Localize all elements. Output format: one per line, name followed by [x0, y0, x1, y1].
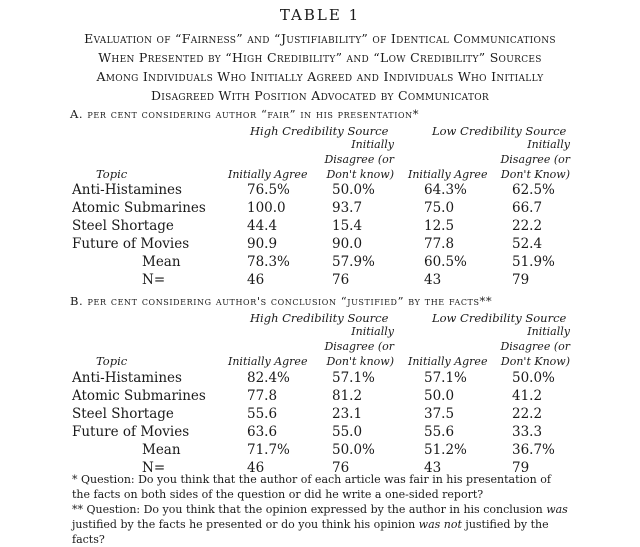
cell-high-agree: 46: [247, 272, 265, 288]
cell-low-agree: 43: [424, 272, 442, 288]
cell-high-disagree: 81.2: [332, 388, 363, 404]
agree-low-header: Initially Agree: [408, 168, 488, 181]
cell-low-disagree: 36.7%: [512, 442, 555, 458]
caption-line: Among Individuals Who Initially Agreed and Individuals Who Initially: [96, 69, 544, 84]
cell-high-disagree: 57.1%: [332, 370, 375, 386]
row-topic: Mean: [142, 442, 181, 458]
cell-low-disagree: 62.5%: [512, 182, 555, 198]
row-topic: Anti-Histamines: [72, 182, 182, 198]
row-topic: N=: [142, 460, 166, 476]
cell-low-agree: 64.3%: [424, 182, 467, 198]
table-row: [0, 406, 640, 424]
mean-row: [0, 442, 640, 460]
low-credibility-header: Low Credibility Source: [432, 124, 567, 138]
cell-high-agree: 77.8: [247, 388, 278, 404]
row-topic: Mean: [142, 254, 181, 270]
topic-header: Topic: [96, 167, 128, 181]
cell-high-agree: 63.6: [247, 424, 278, 440]
cell-low-agree: 37.5: [424, 406, 455, 422]
cell-high-disagree: 93.7: [332, 200, 363, 216]
cell-high-agree: 71.7%: [247, 442, 290, 458]
cell-high-disagree: 50.0%: [332, 182, 375, 198]
cell-high-disagree: 55.0: [332, 424, 363, 440]
cell-low-agree: 12.5: [424, 218, 455, 234]
cell-low-disagree: 22.2: [512, 218, 543, 234]
table-row: [0, 236, 640, 254]
table-caption: [60, 29, 580, 105]
cell-low-disagree: 66.7: [512, 200, 543, 216]
topic-header: Topic: [96, 354, 128, 368]
cell-low-agree: 77.8: [424, 236, 455, 252]
cell-low-disagree: 41.2: [512, 388, 543, 404]
agree-low-header: Initially Agree: [408, 355, 488, 368]
cell-low-agree: 55.6: [424, 424, 455, 440]
cell-low-agree: 75.0: [424, 200, 455, 216]
row-topic: Atomic Submarines: [72, 200, 206, 216]
cell-high-agree: 44.4: [247, 218, 278, 234]
section-b-heading: B. per cent considering author's conclusion “justified” by the facts**: [70, 294, 493, 308]
agree-high-header: Initially Agree: [228, 355, 308, 368]
row-topic: N=: [142, 272, 166, 288]
cell-low-agree: 50.0: [424, 388, 455, 404]
disagree-low-header: Initially Disagree (or Don't Know): [500, 325, 570, 368]
table-title: TABLE 1: [279, 6, 361, 24]
cell-high-disagree: 15.4: [332, 218, 363, 234]
footnote-fair: * Question: Do you think that the author of each article was fair in his presentation of the facts on both sides of the question or did he write a one-sided report?: [72, 473, 551, 501]
high-credibility-header: High Credibility Source: [250, 311, 389, 325]
low-credibility-header: Low Credibility Source: [432, 311, 567, 325]
cell-high-agree: 46: [247, 460, 265, 476]
row-topic: Atomic Submarines: [72, 388, 206, 404]
disagree-high-header: Initially Disagree (or Don't know): [324, 138, 394, 181]
mean-row: [0, 254, 640, 272]
caption-line: Evaluation of “Fairness” and “Justifiability” of Identical Communications: [84, 31, 556, 46]
disagree-high-header: Initially Disagree (or Don't know): [324, 325, 394, 368]
cell-high-agree: 90.9: [247, 236, 278, 252]
cell-low-agree: 43: [424, 460, 442, 476]
cell-low-disagree: 79: [512, 460, 530, 476]
table-row: [0, 388, 640, 406]
section-a-heading: A. per cent considering author “fair” in his presentation*: [70, 107, 420, 121]
table-row: [0, 424, 640, 442]
cell-high-disagree: 23.1: [332, 406, 363, 422]
cell-low-disagree: 52.4: [512, 236, 543, 252]
row-topic: Future of Movies: [72, 424, 190, 440]
cell-high-agree: 82.4%: [247, 370, 290, 386]
cell-low-disagree: 51.9%: [512, 254, 555, 270]
row-topic: Steel Shortage: [72, 218, 174, 234]
footnote-justified: ** Question: Do you think that the opinion expressed by the author in his conclusion was justified by the facts he presented or do you think his opinion was not justified by the facts?: [72, 503, 568, 546]
cell-high-agree: 78.3%: [247, 254, 290, 270]
cell-high-agree: 55.6: [247, 406, 278, 422]
cell-low-disagree: 79: [512, 272, 530, 288]
cell-high-disagree: 76: [332, 460, 350, 476]
cell-low-disagree: 22.2: [512, 406, 543, 422]
row-topic: Steel Shortage: [72, 406, 174, 422]
n-row: [0, 272, 640, 290]
table-row: [0, 182, 640, 200]
table-row: [0, 200, 640, 218]
disagree-low-header: Initially Disagree (or Don't Know): [500, 138, 570, 181]
cell-high-disagree: 57.9%: [332, 254, 375, 270]
row-topic: Anti-Histamines: [72, 370, 182, 386]
cell-low-disagree: 33.3: [512, 424, 543, 440]
caption-line: Disagreed With Position Advocated by Communicator: [150, 88, 490, 103]
cell-low-agree: 60.5%: [424, 254, 467, 270]
high-credibility-header: High Credibility Source: [250, 124, 389, 138]
cell-low-agree: 51.2%: [424, 442, 467, 458]
cell-high-disagree: 90.0: [332, 236, 363, 252]
cell-high-agree: 100.0: [247, 200, 286, 216]
cell-low-agree: 57.1%: [424, 370, 467, 386]
row-topic: Future of Movies: [72, 236, 190, 252]
cell-high-agree: 76.5%: [247, 182, 290, 198]
agree-high-header: Initially Agree: [228, 168, 308, 181]
cell-low-disagree: 50.0%: [512, 370, 555, 386]
cell-high-disagree: 50.0%: [332, 442, 375, 458]
caption-line: When Presented by “High Credibility” and “Low Credibility” Sources: [98, 50, 542, 65]
table-row: [0, 370, 640, 388]
table-row: [0, 218, 640, 236]
cell-high-disagree: 76: [332, 272, 350, 288]
